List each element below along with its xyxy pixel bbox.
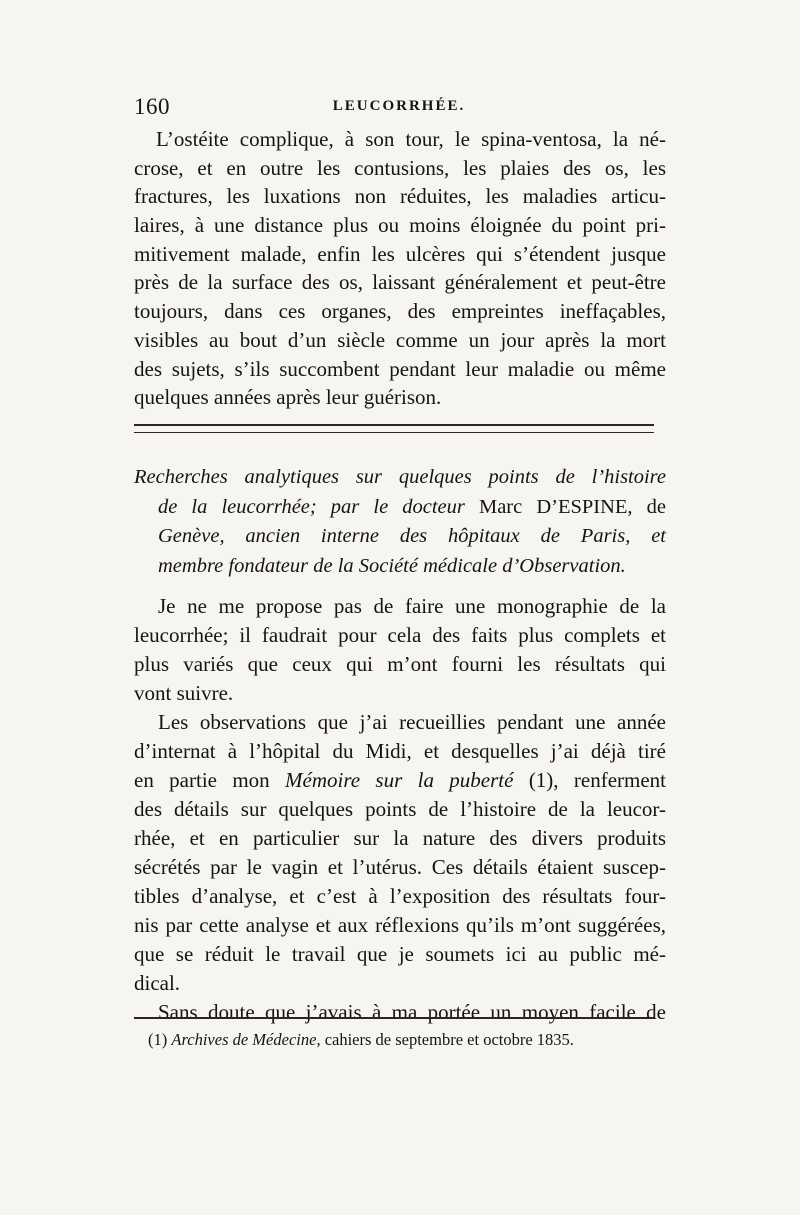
section-divider <box>134 424 654 433</box>
text-line: toujours, dans ces organes, des empreintes ineffaçables, <box>134 299 666 324</box>
text-line: quelques années après leur guérison. <box>134 385 442 410</box>
footnote-title: Archives de Médecine <box>171 1030 317 1049</box>
text-line: Les observations que j’ai recueillies pendant une année <box>158 710 666 734</box>
text-line: L’ostéite complique, à son tour, le spina-ventosa, la né- <box>156 127 666 151</box>
text-line: des sujets, s’ils succombent pendant leur maladie ou même <box>134 356 666 381</box>
text-line: sécrétés par le vagin et l’utérus. Ces détails étaient suscep- <box>134 855 666 879</box>
text-line: vont suivre. <box>134 681 234 705</box>
text-line: mitivement malade, enfin les ulcères qui s’étendent jusque <box>134 241 666 266</box>
text-fragment: en partie mon <box>134 768 270 792</box>
top-paragraph <box>134 125 666 412</box>
author-first-name: Marc <box>478 495 523 518</box>
text-line: d’internat à l’hôpital du Midi, et desquelles j’ai déjà tiré <box>134 739 666 763</box>
body-text <box>134 592 666 1027</box>
heading-line: membre fondateur de la Société médicale d’Observation. <box>158 554 626 577</box>
text-line: tibles d’analyse, et c’est à l’exposition des résultats four- <box>134 884 666 908</box>
heading-line <box>134 493 666 523</box>
text-line <box>134 766 666 795</box>
text-line: que se réduit le travail que je soumets ici au public mé- <box>134 942 666 966</box>
text-line: Sans doute que j’avais à ma portée un moyen facile de <box>158 1000 666 1024</box>
text-line: nis par cette analyse et aux réflexions qu’ils m’ont suggérées, <box>134 913 666 937</box>
text-line: des détails sur quelques points de l’histoire de la leucor- <box>134 797 666 821</box>
footnote-text: , cahiers de septembre et octobre 1835. <box>316 1030 574 1049</box>
running-title: LEUCORRHÉE. <box>332 98 466 114</box>
text-line: Je ne me propose pas de faire une monographie de la <box>158 594 666 618</box>
author-last-name: D’ESPINE, de <box>536 495 666 518</box>
text-fragment: (1), renferment <box>528 768 667 792</box>
text-line: fractures, les luxations non réduites, les maladies articu- <box>134 184 666 209</box>
running-head <box>134 94 664 124</box>
heading-text: de la leucorrhée; par le docteur <box>158 495 465 518</box>
text-line: rhée, et en particulier sur la nature des divers produits <box>134 826 666 850</box>
text-line: laires, à une distance plus ou moins éloignée du point pri- <box>134 213 666 238</box>
article-heading <box>134 463 666 581</box>
text-line: plus variés que ceux qui m’ont fourni les résultats qui <box>134 652 666 676</box>
page-number: 160 <box>134 94 170 119</box>
heading-line: Genève, ancien interne des hôpitaux de Paris, et <box>158 525 666 547</box>
text-line: leucorrhée; il faudrait pour cela des faits plus complets et <box>134 623 666 647</box>
text-line: près de la surface des os, laissant généralement et peut-être <box>134 270 666 295</box>
footnote <box>148 1030 668 1050</box>
text-line: crose, et en outre les contusions, les plaies des os, les <box>134 155 666 180</box>
text-line: dical. <box>134 971 181 995</box>
text-line: visibles au bout d’un siècle comme un jour après la mort <box>134 327 666 352</box>
footnote-divider <box>134 1017 654 1019</box>
footnote-marker: (1) <box>148 1030 168 1049</box>
cited-title: Mémoire sur la puberté <box>285 768 514 792</box>
heading-line: Recherches analytiques sur quelques points de l’histoire <box>134 466 666 488</box>
